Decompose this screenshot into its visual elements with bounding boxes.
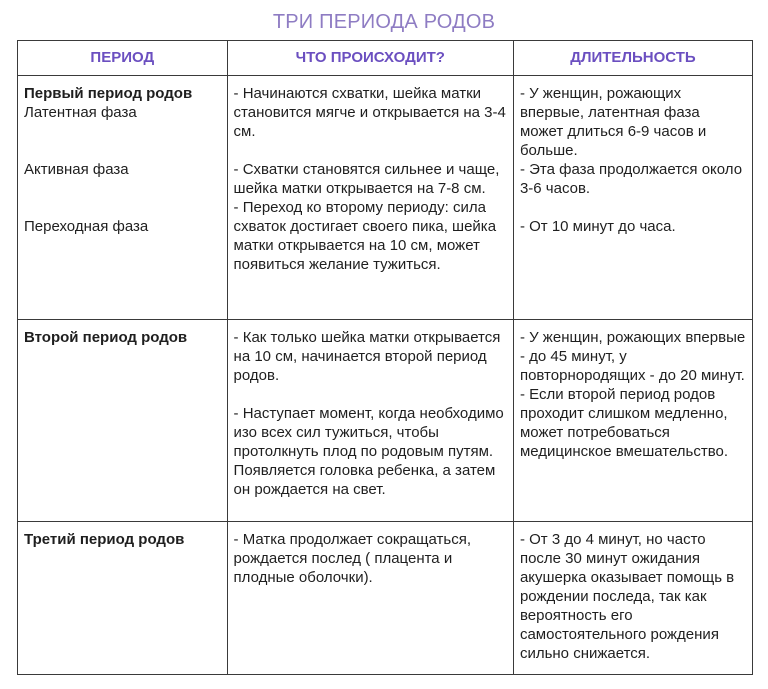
table-header-row (18, 41, 753, 76)
page-title: ТРИ ПЕРИОДА РОДОВ (272, 11, 496, 33)
period-cell (18, 522, 228, 675)
column-header-period: ПЕРИОД (18, 41, 228, 76)
table-row (18, 522, 753, 675)
phase-label: Переходная фаза (24, 218, 149, 235)
period-title: Второй период родов (24, 329, 188, 346)
what-happens-cell (227, 522, 513, 675)
what-happens-text: - Схватки становятся сильнее и чаще, шейка матки открывается на 7-8 см. (233, 161, 500, 197)
duration-cell (513, 320, 752, 522)
duration-text: - У женщин, рожающих впервые, латентная фаза может длиться 6-9 часов и больше. (519, 85, 707, 159)
duration-text: - Эта фаза продолжается около 3-6 часов. (519, 161, 743, 197)
duration-text: - От 3 до 4 минут, но часто после 30 минут ожидания акушерка оказывает помощь в рождении последа, так как вероятность его самостоятельного рождения сильно снижается. (519, 531, 735, 662)
table-row (18, 320, 753, 522)
what-happens-text: - Начинаются схватки, шейка матки становится мягче и открывается на 3-4 см. (233, 85, 506, 140)
duration-text: - Если второй период родов проходит слишком медленно, может потребоваться медицинское вмешательство. (519, 386, 729, 460)
period-title: Третий период родов (24, 531, 185, 548)
labor-periods-table (17, 40, 753, 675)
phase-label: Активная фаза (24, 161, 129, 178)
period-cell (18, 76, 228, 320)
what-happens-text: - Матка продолжает сокращаться, рождается послед ( плацента и плодные оболочки). (233, 531, 471, 586)
phase-label: Латентная фаза (24, 104, 137, 121)
duration-cell (513, 522, 752, 675)
what-happens-text: - Наступает момент, когда необходимо изо всех сил тужиться, чтобы протолкнуть плод по родовым путям. Появляется головка ребенка, а затем он рождается на свет. (233, 405, 504, 498)
duration-text: - От 10 минут до часа. (519, 218, 676, 235)
column-header-duration: ДЛИТЕЛЬНОСТЬ (513, 41, 752, 76)
what-happens-text: - Как только шейка матки открывается на 10 см, начинается второй период родов. (233, 329, 501, 384)
duration-cell (513, 76, 752, 320)
period-cell (18, 320, 228, 522)
what-happens-cell (227, 76, 513, 320)
column-header-what-happens: ЧТО ПРОИСХОДИТ? (227, 41, 513, 76)
what-happens-cell (227, 320, 513, 522)
period-title: Первый период родов (24, 85, 193, 102)
what-happens-text: - Переход ко второму периоду: сила схваток достигает своего пика, шейка матки открывается на 10 см, может появиться желание тужиться. (233, 199, 497, 273)
table-row (18, 76, 753, 320)
duration-text: - У женщин, рожающих впервые - до 45 минут, у повторнородящих - до 20 минут. (519, 329, 746, 384)
